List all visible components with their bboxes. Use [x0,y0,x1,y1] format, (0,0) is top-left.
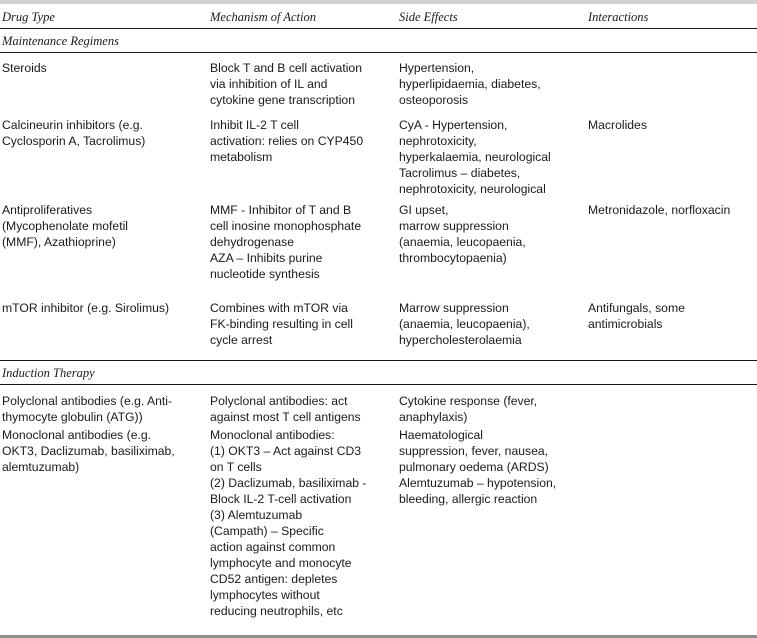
interactions-cell [588,117,647,133]
cell-line: Cytokine response (fever, [399,394,538,408]
table-top-border [0,0,757,4]
cell-line: Cyclosporin A, Tacrolimus) [2,134,146,148]
cell-line: alemtuzumab) [2,460,80,474]
section-title-maintenance: Maintenance Regimens [2,34,119,48]
cell-line: (2) Daclizumab, basiliximab - [210,476,367,490]
cell-line: hyperkalaemia, neurological [399,150,551,164]
side-effects-cell [399,300,530,348]
cell-line: Antiproliferatives [2,203,93,217]
side-effects-cell [399,60,541,108]
cell-line: GI upset, [399,203,449,217]
cell-line: via inhibition of IL and [210,77,328,91]
cell-line: Polyclonal antibodies (e.g. Anti- [2,394,173,408]
cell-line: Hypertension, [399,61,475,75]
header-mechanism: Mechanism of Action [210,10,316,24]
header-interactions: Interactions [588,10,649,24]
cell-line: (Mycophenolate mofetil [2,219,128,233]
cell-line: action against common [210,540,336,554]
drug-type-cell [2,117,145,149]
cell-line: AZA – Inhibits purine [210,251,323,265]
cell-line: Inhibit IL-2 T cell [210,118,299,132]
cell-line: marrow suppression [399,219,509,233]
section-title-induction: Induction Therapy [2,366,95,380]
mechanism-cell [210,393,361,425]
interactions-cell [588,202,730,218]
mechanism-cell [210,202,361,282]
header-divider [0,28,757,29]
cell-line: activation: relies on CYP450 [210,134,364,148]
header-drug-type: Drug Type [2,10,55,24]
cell-line: FK-binding resulting in cell [210,317,353,331]
cell-line: Combines with mTOR via [210,301,348,315]
mechanism-cell [210,60,362,108]
cell-line: hyperlipidaemia, diabetes, [399,77,541,91]
cell-line: suppression, fever, nausea, [399,444,549,458]
side-effects-cell [399,427,556,507]
side-effects-cell [399,393,537,425]
header-side-effects: Side Effects [399,10,458,24]
cell-line: nephrotoxicity, neurological [399,182,546,196]
cell-line: nephrotoxicity, [399,134,477,148]
interactions-cell [588,300,685,332]
cell-line: (anaemia, leucopaenia), [399,317,530,331]
cell-line: (3) Alemtuzumab [210,508,303,522]
cell-line: on T cells [210,460,262,474]
cell-line: (MMF), Azathioprine) [2,235,116,249]
cell-line: cytokine gene transcription [210,93,355,107]
cell-line: Block IL-2 T-cell activation [210,492,352,506]
section-divider [0,384,757,385]
cell-line: Monoclonal antibodies (e.g. [2,428,152,442]
mechanism-cell [210,117,363,165]
cell-line: (anaemia, leucopaenia, [399,235,526,249]
cell-line: cell inosine monophosphate [210,219,362,233]
cell-line: Block T and B cell activation [210,61,362,75]
cell-line: antimicrobials [588,317,663,331]
cell-line: Polyclonal antibodies: act [210,394,348,408]
cell-line: osteoporosis [399,93,469,107]
cell-line: reducing neutrophils, etc [210,604,343,618]
cell-line: cycle arrest [210,333,273,347]
cell-line: Monoclonal antibodies: [210,428,335,442]
cell-line: Haematological [399,428,484,442]
cell-line: dehydrogenase [210,235,295,249]
cell-line: hypercholesterolaemia [399,333,522,347]
cell-line: Antifungals, some [588,301,685,315]
section-divider [0,52,757,53]
drug-type-cell [2,300,169,316]
cell-line: thrombocytopaenia) [399,251,507,265]
cell-line: lymphocytes without [210,588,320,602]
cell-line: Alemtuzumab – hypotension, [399,476,557,490]
cell-line: Calcineurin inhibitors (e.g. [2,118,143,132]
cell-line: (Campath) – Specific [210,524,324,538]
cell-line: against most T cell antigens [210,410,361,424]
cell-line: MMF - Inhibitor of T and B [210,203,352,217]
cell-line: Steroids [2,61,47,75]
cell-line: Tacrolimus – diabetes, [399,166,521,180]
mechanism-cell [210,427,366,619]
cell-line: anaphylaxis) [399,410,468,424]
cell-line: CyA - Hypertension, [399,118,508,132]
drug-type-cell [2,393,172,425]
drug-type-cell [2,60,47,76]
cell-line: Macrolides [588,118,647,132]
section-divider [0,360,757,361]
cell-line: bleeding, allergic reaction [399,492,538,506]
cell-line: lymphocyte and monocyte [210,556,352,570]
cell-line: (1) OKT3 – Act against CD3 [210,444,362,458]
cell-line: Marrow suppression [399,301,509,315]
cell-line: Metronidazole, norfloxacin [588,203,731,217]
cell-line: mTOR inhibitor (e.g. Sirolimus) [2,301,170,315]
cell-line: thymocyte globulin (ATG)) [2,410,143,424]
side-effects-cell [399,117,551,197]
drug-type-cell [2,202,128,250]
cell-line: metabolism [210,150,273,164]
cell-line: pulmonary oedema (ARDS) [399,460,549,474]
drug-type-cell [2,427,175,475]
side-effects-cell [399,202,526,266]
mechanism-cell [210,300,353,348]
cell-line: nucleotide synthesis [210,267,320,281]
cell-line: OKT3, Daclizumab, basiliximab, [2,444,175,458]
cell-line: CD52 antigen: depletes [210,572,338,586]
